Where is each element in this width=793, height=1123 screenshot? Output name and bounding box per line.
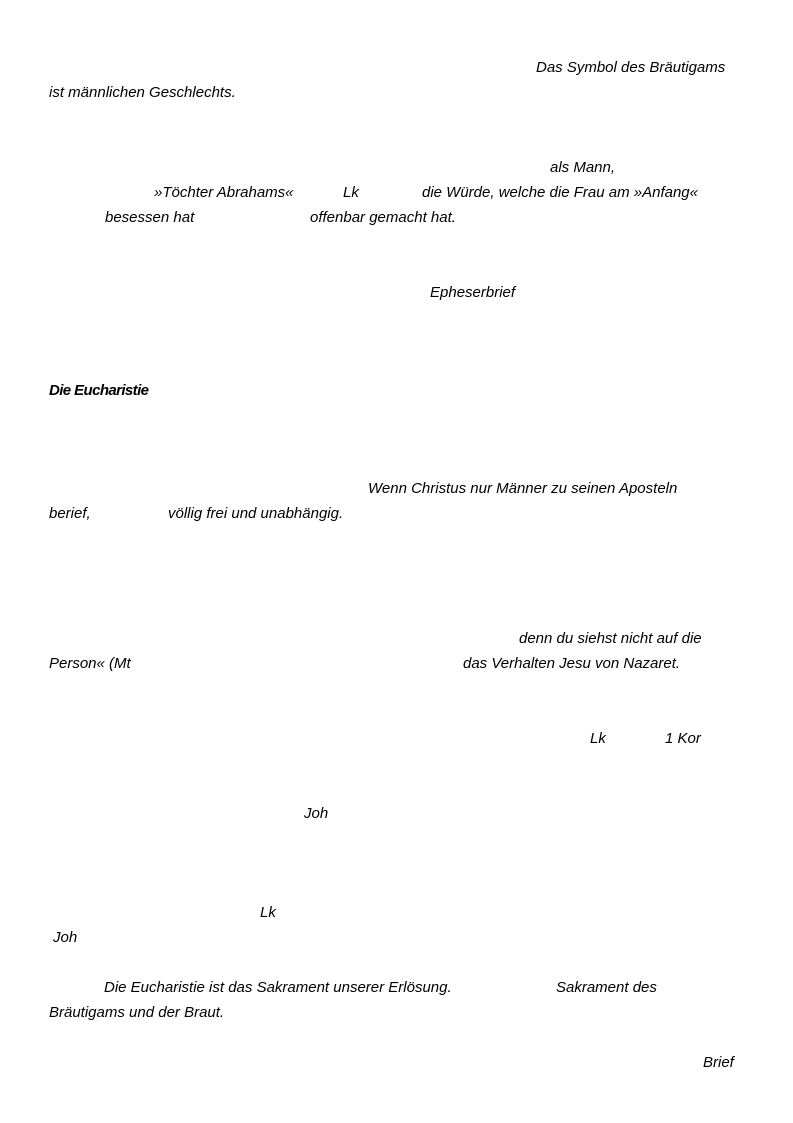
text-fragment: das Verhalten Jesu von Nazaret. <box>463 655 681 672</box>
text-fragment: Joh <box>304 805 329 822</box>
text-fragment: ist männlichen Geschlechts. <box>49 84 236 101</box>
text-fragment: Die Eucharistie ist das Sakrament unserer Erlösung. <box>104 979 452 996</box>
text-fragment: Person« (Mt <box>49 655 131 672</box>
text-fragment: Lk <box>260 904 276 921</box>
text-fragment: »Töchter Abrahams« <box>154 184 294 201</box>
section-heading: Die Eucharistie <box>49 382 149 399</box>
text-fragment: Epheserbrief <box>430 284 516 301</box>
text-fragment: völlig frei und unabhängig. <box>168 505 344 522</box>
text-fragment: 1 Kor <box>665 730 701 747</box>
text-fragment: Lk <box>590 730 606 747</box>
text-fragment: Lk <box>343 184 359 201</box>
text-fragment: Brief <box>703 1054 734 1071</box>
text-fragment: berief, <box>49 505 91 522</box>
text-fragment: Das Symbol des Bräutigams <box>536 59 726 76</box>
text-fragment: die Würde, welche die Frau am »Anfang« <box>422 184 698 201</box>
text-fragment: Bräutigams und der Braut. <box>49 1004 225 1021</box>
text-fragment: Joh <box>53 929 78 946</box>
text-fragment: besessen hat <box>105 209 195 226</box>
text-fragment: Sakrament des <box>556 979 657 996</box>
text-fragment: denn du siehst nicht auf die <box>519 630 702 647</box>
text-fragment: als Mann, <box>550 159 616 176</box>
text-fragment: Wenn Christus nur Männer zu seinen Aposteln <box>368 480 678 497</box>
text-fragment: offenbar gemacht hat. <box>310 209 456 226</box>
